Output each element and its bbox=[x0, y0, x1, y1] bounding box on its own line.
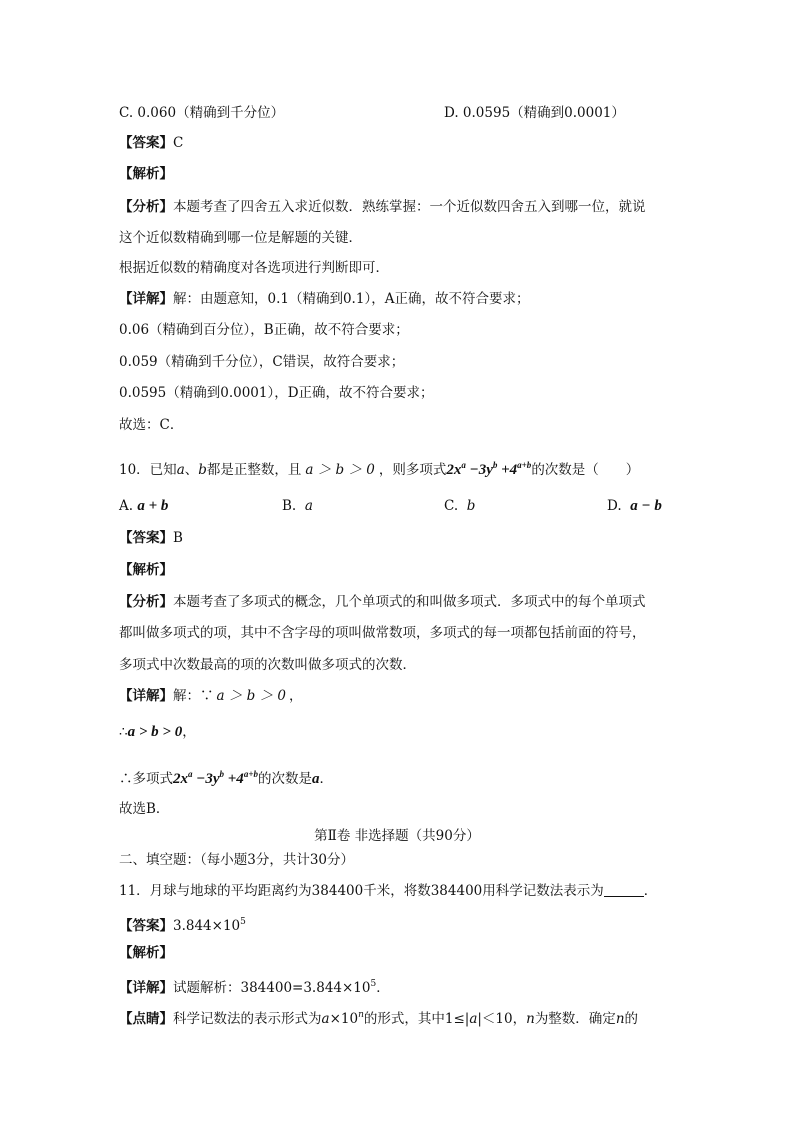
q10-stem bbox=[119, 455, 640, 478]
q10-option-c: C. b bbox=[444, 498, 476, 514]
q11-dianjing: 【点睛】科学记数法的表示形式为$a\times 10^n$的形式，其中1≤|a|＜10，n为整数．确定n的 bbox=[119, 1010, 639, 1027]
q10-stem-b: 都是正整数，且 bbox=[206, 462, 302, 478]
q10-stem-d: 的次数是（ ） bbox=[531, 462, 640, 478]
answer-value: C bbox=[173, 135, 184, 151]
q10-stem-c: ，则多项式 bbox=[378, 462, 447, 478]
q9-xiangjie-4: 0.0595（精确到0.0001），D正确，故不符合要求； bbox=[119, 385, 434, 401]
q10-xiangjie-3: ∴多项式$2x^a -3y^b +4^{a+b}$的次数是a． bbox=[119, 769, 333, 787]
q11-answer-blank bbox=[604, 882, 644, 897]
q10-condition: a ＞ b ＞ 0 bbox=[305, 462, 375, 478]
q10-xiangjie-2: ∴a > b > 0， bbox=[119, 724, 196, 740]
q10-analysis-tag: 【解析】 bbox=[119, 562, 173, 578]
q9-fenxi-1 bbox=[119, 197, 646, 217]
q9-option-d: D. 0.0595（精确到0.0001） bbox=[444, 105, 625, 121]
q10-conclusion: 故选B． bbox=[119, 801, 170, 817]
section-part2: 二、填空题：（每小题3分，共计30分） bbox=[119, 852, 355, 868]
q10-fenxi-1 bbox=[119, 592, 646, 612]
q9-fenxi-2: 这个近似数精确到哪一位是解题的关键． bbox=[119, 230, 362, 246]
q10-option-b: B. a bbox=[282, 498, 313, 514]
q10-answer bbox=[119, 528, 183, 548]
answer-value: B bbox=[173, 530, 183, 546]
q9-option-c: C. 0.060（精确到千分位） bbox=[119, 105, 285, 121]
q11-answer: 【答案】$3.844\times 10^5$ bbox=[119, 917, 246, 934]
q11-analysis-tag: 【解析】 bbox=[119, 945, 173, 961]
dianjing-tag: 【点睛】 bbox=[119, 1011, 173, 1027]
section-title: 第Ⅱ卷 非选择题（共90分） bbox=[314, 828, 480, 844]
q10-xiangjie-1: 【详解】解：∵ a ＞ b ＞ 0 ， bbox=[119, 688, 303, 704]
fenxi-tag: 【分析】 bbox=[119, 199, 173, 215]
q10-polynomial: $2x^a -3y^b +4^{a+b}$ bbox=[446, 460, 532, 478]
q10-polynomial-repeat: $2x^a -3y^b +4^{a+b}$ bbox=[173, 769, 258, 787]
q10-fenxi-2: 都叫做多项式的项，其中不含字母的项叫做常数项，多项式的每一项都包括前面的符号， bbox=[119, 625, 646, 641]
q10-sep: 、 bbox=[184, 462, 199, 478]
q10-var-b: b bbox=[198, 462, 207, 478]
q9-xiangjie-3: 0.059（精确到千分位），C错误，故符合要求； bbox=[119, 354, 405, 370]
xiangjie-tag: 【详解】 bbox=[119, 980, 173, 996]
q10-var-a: a bbox=[176, 462, 185, 478]
q11-xiangjie: 【详解】试题解析：$384400=3.844\times 10^5$． bbox=[119, 979, 390, 996]
q10-option-d: D. a − b bbox=[607, 498, 662, 514]
q11-stem: 11．月球与地球的平均距离约为384400千米，将数384400用科学记数法表示为 ． bbox=[119, 883, 658, 899]
q9-fenxi-3: 根据近似数的精确度对各选项进行判断即可． bbox=[119, 260, 389, 276]
answer-tag: 【答案】 bbox=[119, 918, 173, 934]
answer-tag: 【答案】 bbox=[119, 530, 173, 546]
q9-answer bbox=[119, 133, 183, 153]
fenxi-tag: 【分析】 bbox=[119, 594, 173, 610]
xiangjie-text: 解：由题意知，0.1（精确到0.1），A正确，故不符合要求； bbox=[173, 291, 530, 307]
q9-analysis-tag: 【解析】 bbox=[119, 166, 173, 182]
xiangjie-tag: 【详解】 bbox=[119, 688, 173, 704]
q9-xiangjie-1 bbox=[119, 289, 529, 309]
fenxi-text: 本题考查了多项式的概念，几个单项式的和叫做多项式．多项式中的每个单项式 bbox=[173, 594, 646, 610]
q10-option-a: A. a + b bbox=[119, 498, 169, 514]
fenxi-text: 本题考查了四舍五入求近似数．熟练掌握：一个近似数四舍五入到哪一位，就说 bbox=[173, 199, 646, 215]
q10-stem-a: 10．已知 bbox=[119, 462, 177, 478]
xiangjie-tag: 【详解】 bbox=[119, 291, 173, 307]
answer-tag: 【答案】 bbox=[119, 135, 173, 151]
q9-conclusion: 故选：C． bbox=[119, 417, 184, 433]
q10-fenxi-3: 多项式中次数最高的项的次数叫做多项式的次数． bbox=[119, 657, 416, 673]
q9-xiangjie-2: 0.06（精确到百分位），B正确，故不符合要求； bbox=[119, 322, 409, 338]
